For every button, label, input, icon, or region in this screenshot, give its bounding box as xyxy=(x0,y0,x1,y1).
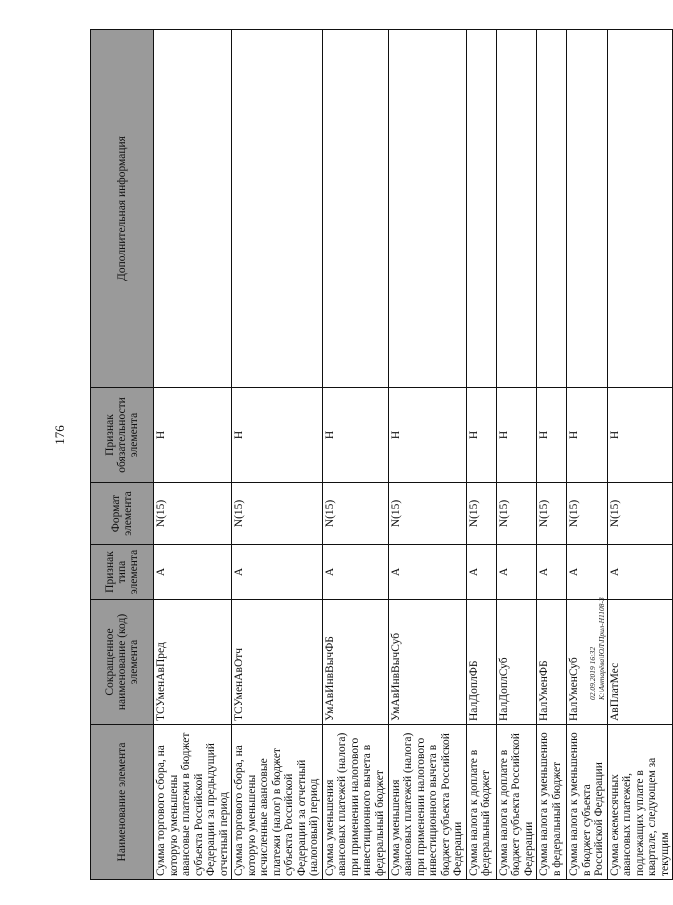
cell-code: ТСУменАвОтч xyxy=(232,600,323,725)
cell-name: Сумма уменьшения авансовых платежей (налога) при применении налогового инвестиционного вычета в бюджет субъекта Российской Федерации xyxy=(388,725,466,880)
table-row xyxy=(466,30,496,880)
cell-required: Н xyxy=(154,388,232,483)
cell-code: УмАвИнвВычФБ xyxy=(322,600,388,725)
table-row xyxy=(567,30,608,880)
cell-required: Н xyxy=(232,388,323,483)
cell-type: А xyxy=(496,545,537,600)
table-row xyxy=(154,30,232,880)
cell-required: Н xyxy=(388,388,466,483)
table-row xyxy=(496,30,537,880)
cell-format: N(15) xyxy=(496,483,537,545)
cell-format: N(15) xyxy=(466,483,496,545)
cell-name: Сумма торгового сбора, на которую уменьшены исчисленные авансовые платежи (налог) в бюджет субъекта Российской Федерации за отчетный (налоговый) период xyxy=(232,725,323,880)
cell-name: Сумма уменьшения авансовых платежей (налога) при применении налогового инвестиционного вычета в федеральный бюджет xyxy=(322,725,388,880)
cell-type: А xyxy=(607,545,673,600)
cell-code: НалДоплСуб xyxy=(496,600,537,725)
cell-info xyxy=(322,30,388,388)
cell-required: Н xyxy=(567,388,608,483)
header-info: Дополнительная информация xyxy=(91,30,154,388)
elements-table xyxy=(90,29,673,880)
cell-format: N(15) xyxy=(607,483,673,545)
cell-format: N(15) xyxy=(154,483,232,545)
cell-required: Н xyxy=(537,388,567,483)
cell-type: А xyxy=(154,545,232,600)
page-number: 176 xyxy=(52,425,67,445)
cell-code: ТСУменАвПред xyxy=(154,600,232,725)
cell-info xyxy=(388,30,466,388)
cell-code: УмАвИнвВычСуб xyxy=(388,600,466,725)
cell-required: Н xyxy=(322,388,388,483)
cell-format: N(15) xyxy=(232,483,323,545)
cell-info xyxy=(567,30,608,388)
cell-code: АвПлатМес xyxy=(607,600,673,725)
cell-type: А xyxy=(322,545,388,600)
cell-info xyxy=(537,30,567,388)
table-row xyxy=(607,30,673,880)
cell-code: НалУменФБ xyxy=(537,600,567,725)
table-row xyxy=(388,30,466,880)
cell-name: Сумма ежемесячных авансовых платежей, подлежащих уплате в квартале, следующем за текущим xyxy=(607,725,673,880)
document-footer xyxy=(588,500,614,700)
cell-name: Сумма налога к доплате в бюджет субъекта Российской Федерации xyxy=(496,725,537,880)
cell-type: А xyxy=(537,545,567,600)
cell-format: N(15) xyxy=(537,483,567,545)
cell-info xyxy=(607,30,673,388)
cell-format: N(15) xyxy=(322,483,388,545)
header-type: Признак типа элемента xyxy=(91,545,154,600)
cell-required: Н xyxy=(466,388,496,483)
cell-type: А xyxy=(466,545,496,600)
footer-path: К:\Антарёва\ЮЛ\Прил-Н1108-3 xyxy=(597,597,606,700)
footer-date: 02.09.2019 16:32 xyxy=(588,646,597,700)
cell-code: НалДоплФБ xyxy=(466,600,496,725)
cell-type: А xyxy=(388,545,466,600)
header-code: Сокращенное наименование (код) элемента xyxy=(91,600,154,725)
cell-name: Сумма налога к уменьшению в федеральный бюджет xyxy=(537,725,567,880)
cell-code: НалУменСуб xyxy=(567,600,608,725)
cell-required: Н xyxy=(607,388,673,483)
header-name: Наименование элемента xyxy=(91,725,154,880)
cell-info xyxy=(466,30,496,388)
header-required: Признак обязательности элемента xyxy=(91,388,154,483)
cell-name: Сумма налога к уменьшению в бюджет субъекта Российской Федерации xyxy=(567,725,608,880)
cell-info xyxy=(154,30,232,388)
cell-required: Н xyxy=(496,388,537,483)
header-format: Формат элемента xyxy=(91,483,154,545)
cell-format: N(15) xyxy=(567,483,608,545)
table-row xyxy=(232,30,323,880)
cell-format: N(15) xyxy=(388,483,466,545)
cell-info xyxy=(496,30,537,388)
cell-name: Сумма налога к доплате в федеральный бюджет xyxy=(466,725,496,880)
cell-name: Сумма торгового сбора, на которую уменьшены авансовые платежи в бюджет субъекта Российской Федерации за предыдущий отчетный период xyxy=(154,725,232,880)
table-row xyxy=(322,30,388,880)
cell-type: А xyxy=(232,545,323,600)
table-header-row xyxy=(91,30,154,880)
cell-type: А xyxy=(567,545,608,600)
table-row xyxy=(537,30,567,880)
cell-info xyxy=(232,30,323,388)
